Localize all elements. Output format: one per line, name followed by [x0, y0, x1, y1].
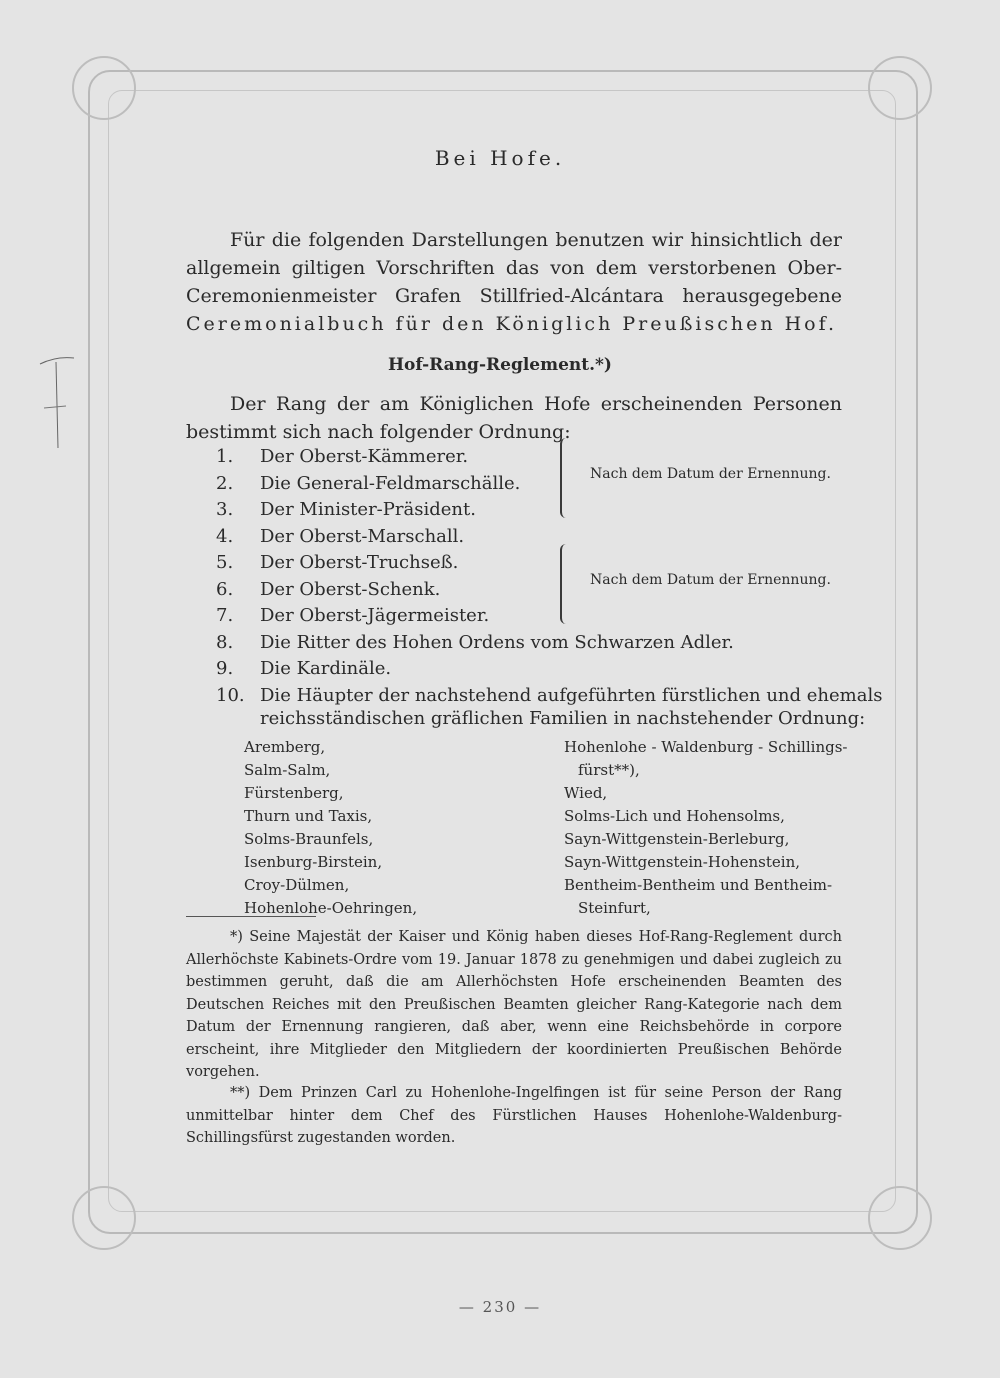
list-item: [186, 656, 846, 683]
list-item-text: Die General-Feldmarschälle.: [260, 472, 521, 494]
list-item-number: 7.: [216, 605, 234, 626]
brace-note: Nach dem Datum der Ernennung.: [590, 466, 831, 482]
page-heading: Bei Hofe.: [434, 146, 566, 170]
corner-ornament: [72, 1186, 136, 1250]
family-entry: Thurn und Taxis,: [244, 807, 373, 825]
list-item-number: 8.: [216, 631, 234, 653]
list-item-text: Der Oberst-Truchseß.: [260, 552, 459, 573]
list-item-text: Die Kardinäle.: [260, 658, 392, 679]
family-entry: Solms-Lich und Hohensolms,: [564, 807, 785, 825]
list-item-number: 9.: [216, 658, 234, 679]
family-entry: Steinfurt,: [578, 899, 651, 917]
list-item-number: 1.: [216, 446, 234, 467]
list-item-text: Die Ritter des Hohen Ordens vom Schwarzen Adler.: [260, 631, 734, 653]
list-item: [186, 630, 846, 657]
corner-ornament: [868, 1186, 932, 1250]
list-item-text: Die Häupter der nachstehend aufgeführten fürstlichen und ehemals: [260, 684, 883, 706]
footnote-1: *) Seine Majestät der Kaiser und König haben dieses Hof-Rang-Reglement durch Allerhöchste Kabinets-Ordre vom 19. Januar 1878 zu genehmigen und dabei zugleich zu bestimmen geruht, daß die am Allerhöchsten Hofe erscheinenden Beamten des Deutschen Reiches mit den Preußischen Beamten gleicher Rang-Kategorie nach dem Datum der Ernennung rangieren, daß aber, wenn eine Reichsbehörde in corpore erscheint, ihre Mitglieder den Mitgliedern der koordinierten Preußischen Behörde vorgehen.: [186, 929, 842, 1080]
intro-book-title: Ceremonialbuch für den Königlich Preußischen Hof.: [186, 313, 838, 335]
family-entry: Salm-Salm,: [244, 761, 331, 779]
family-entry: Sayn-Wittgenstein-Berleburg,: [564, 830, 790, 848]
footnote-2: **) Dem Prinzen Carl zu Hohenlohe-Ingelfingen ist für seine Person der Rang unmittelbar hinter dem Chef des Fürstlichen Hauses Hohenlohe-Waldenburg-Schillingsfürst zugestanden worden.: [186, 1085, 842, 1146]
brace-group-2: [560, 544, 574, 624]
list-item: [186, 603, 846, 630]
family-entry: fürst**),: [578, 761, 640, 779]
family-entry: Bentheim-Bentheim und Bentheim-: [564, 876, 833, 894]
rank-list: [186, 444, 883, 709]
brace-note: Nach dem Datum der Ernennung.: [590, 572, 831, 588]
families-right-column: [564, 736, 847, 920]
family-entry: Hohenlohe - Waldenburg - Schillings-: [564, 738, 848, 756]
footnote-divider: [186, 916, 316, 917]
brace-group-1: [560, 438, 574, 518]
list-item-number: 6.: [216, 578, 234, 600]
family-entry: Isenburg-Birstein,: [244, 853, 383, 871]
list-item-text: Der Oberst-Marschall.: [260, 525, 465, 547]
list-item-number: 5.: [216, 552, 234, 573]
page-number: — 230 —: [458, 1298, 542, 1316]
family-entry: Croy-Dülmen,: [244, 876, 350, 894]
family-entry: Aremberg,: [244, 738, 326, 756]
family-entry: Hohenlohe-Oehringen,: [244, 899, 418, 917]
list-item-text: Der Minister-Präsident.: [260, 499, 476, 520]
list-item: [186, 497, 846, 524]
family-entry: Sayn-Wittgenstein-Hohenstein,: [564, 853, 801, 871]
list-item-text: Der Oberst-Kämmerer.: [260, 446, 469, 467]
corner-ornament: [868, 56, 932, 120]
corner-ornament: [72, 56, 136, 120]
section-subheading: Hof-Rang-Reglement.*): [388, 355, 612, 375]
family-entry: Solms-Braunfels,: [244, 830, 374, 848]
list-item-text: Der Oberst-Jägermeister.: [260, 605, 490, 626]
family-entry: Fürstenberg,: [244, 784, 344, 802]
list-item: [186, 524, 846, 551]
family-entry: Wied,: [564, 784, 608, 802]
rank-intro-paragraph: Der Rang der am Königlichen Hofe erscheinenden Personen bestimmt sich nach folgender Ordnung:: [186, 393, 842, 443]
rank-10-continuation: reichsständischen gräflichen Familien in nachstehender Ordnung:: [260, 708, 866, 729]
list-item-number: 3.: [216, 499, 234, 520]
list-item-number: 2.: [216, 472, 234, 494]
list-item-text: Der Oberst-Schenk.: [260, 578, 441, 600]
intro-text: Für die folgenden Darstellungen benutzen wir hinsichtlich der allgemein giltigen Vorschriften das von dem verstorbenen Ober-Ceremonienmeister Grafen Stillfried-Alcántara herausgegebene: [186, 229, 842, 307]
families-left-column: [244, 736, 417, 920]
list-item-number: 4.: [216, 525, 234, 547]
intro-paragraph: [186, 226, 842, 338]
list-item-number: 10.: [216, 684, 245, 706]
